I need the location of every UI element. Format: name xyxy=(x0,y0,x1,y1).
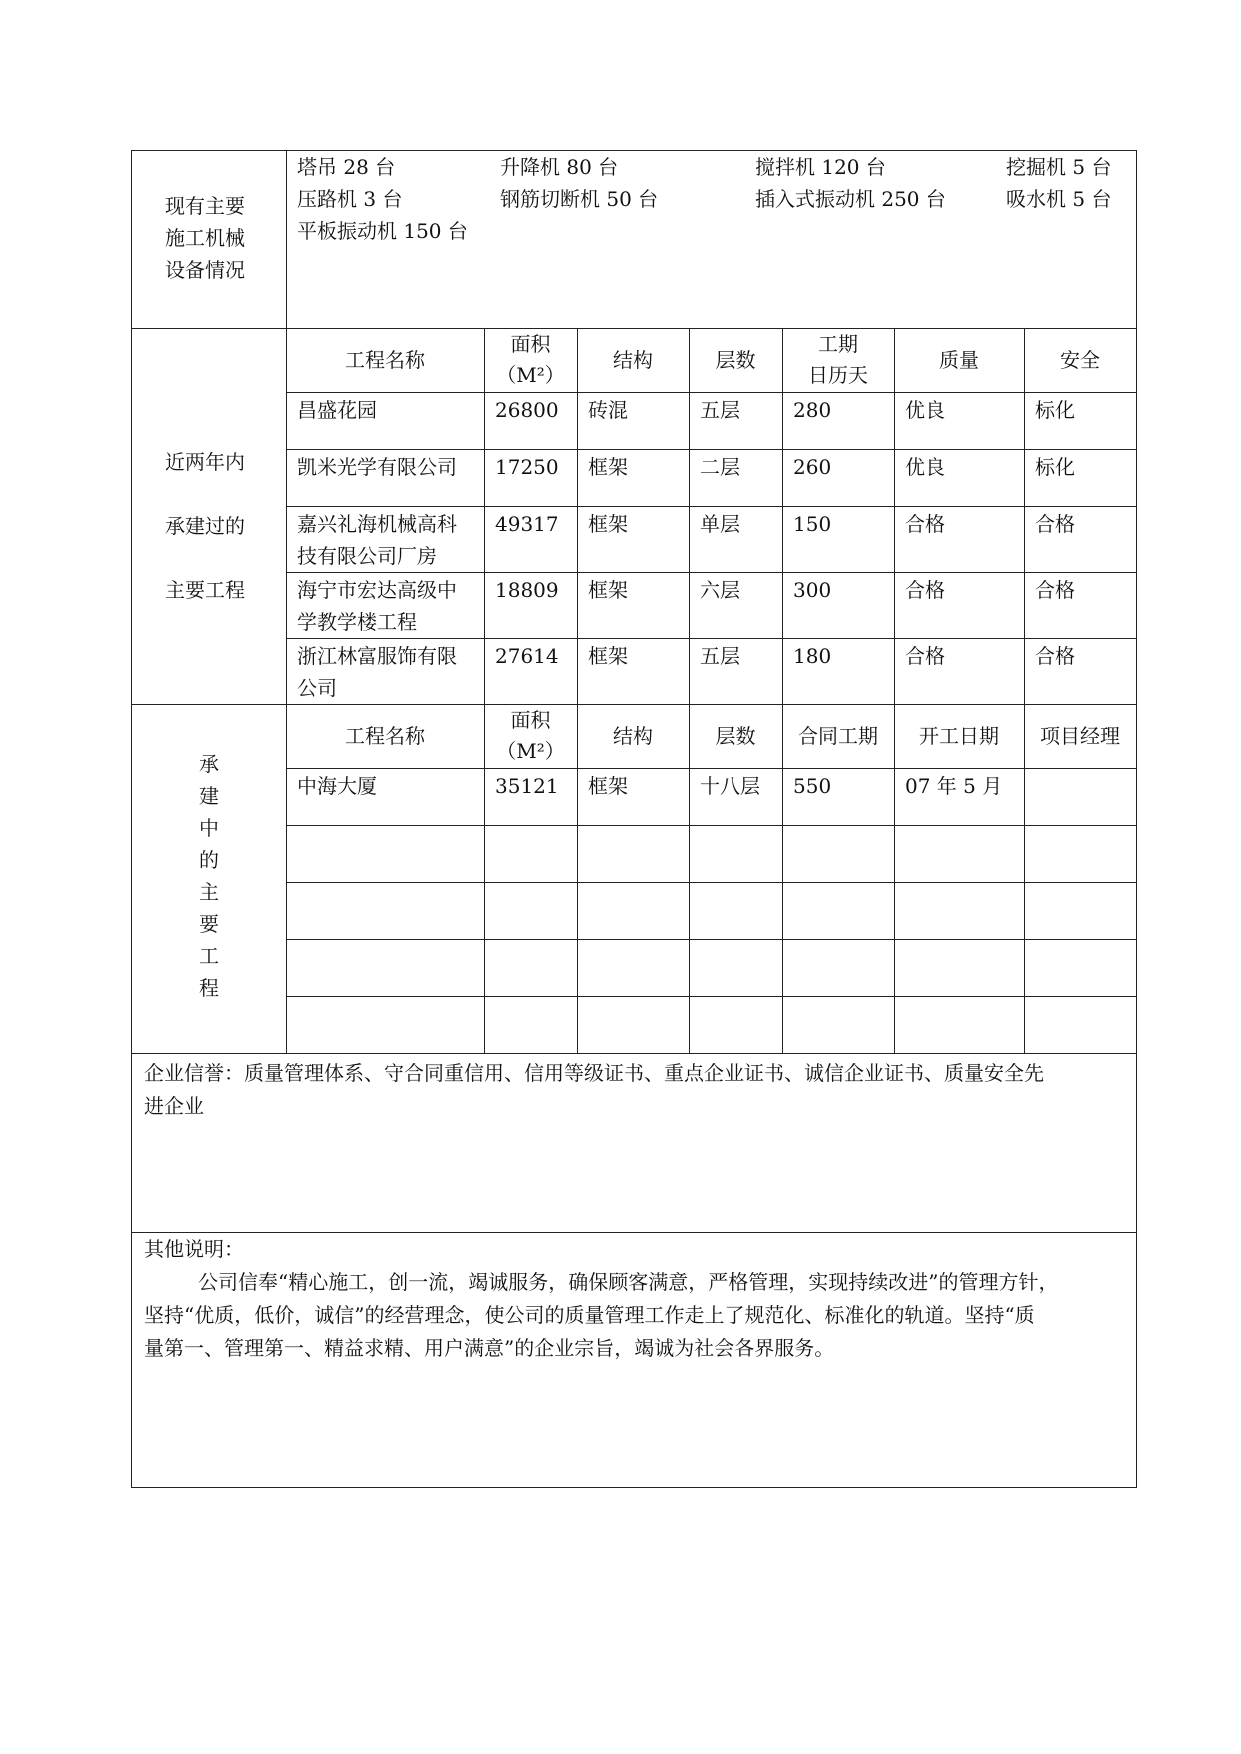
header-area: 面积 xyxy=(510,708,551,732)
divider xyxy=(286,996,1136,997)
cell-quality: 优良 xyxy=(905,398,945,422)
cell-project-name: 浙江林富服饰有限 xyxy=(297,644,457,668)
equipment-item: 钢筋切断机 50 台 xyxy=(500,187,659,211)
label-line: 施工机械 xyxy=(165,226,245,250)
header-duration-unit: 日历天 xyxy=(808,363,868,387)
document-table xyxy=(131,150,1137,1488)
divider xyxy=(894,328,895,1053)
cell-safety: 合格 xyxy=(1035,644,1075,668)
cell-structure: 框架 xyxy=(588,455,628,479)
label-char: 工 xyxy=(199,944,219,968)
label-char: 的 xyxy=(199,848,219,872)
header-project-name: 工程名称 xyxy=(345,348,425,372)
cell-start-date: 07 年 5 月 xyxy=(905,774,1003,798)
equipment-item: 升降机 80 台 xyxy=(500,155,619,179)
cell-area: 27614 xyxy=(495,644,559,668)
divider xyxy=(286,638,1136,639)
header-duration: 工期 xyxy=(818,332,858,356)
cell-days: 300 xyxy=(793,578,832,602)
divider xyxy=(286,151,287,1053)
cell-structure: 砖混 xyxy=(588,398,628,422)
header-project-name: 工程名称 xyxy=(345,724,425,748)
header-area: 面积 xyxy=(510,332,551,356)
divider xyxy=(132,704,1136,705)
cell-floors: 十八层 xyxy=(700,774,760,798)
cell-area: 26800 xyxy=(495,398,559,422)
cell-floors: 六层 xyxy=(700,578,740,602)
cell-project-name: 昌盛花园 xyxy=(297,398,377,422)
cell-project-name: 公司 xyxy=(297,676,337,700)
credit-text: 企业信誉：质量管理体系、守合同重信用、信用等级证书、重点企业证书、诚信企业证书、质量安全先 xyxy=(144,1061,1044,1085)
cell-structure: 框架 xyxy=(588,512,628,536)
divider xyxy=(1024,328,1025,1053)
cell-project-name: 中海大厦 xyxy=(297,774,377,798)
equipment-item: 平板振动机 150 台 xyxy=(297,219,468,243)
label-line: 近两年内 xyxy=(165,450,245,474)
cell-safety: 标化 xyxy=(1035,455,1075,479)
header-start-date: 开工日期 xyxy=(919,724,999,748)
cell-floors: 二层 xyxy=(700,455,740,479)
cell-days: 150 xyxy=(793,512,832,536)
label-char: 要 xyxy=(199,912,219,936)
ongoing-label xyxy=(194,748,224,1004)
header-area-unit: （M²） xyxy=(496,739,565,763)
header-contract-period: 合同工期 xyxy=(798,724,878,748)
cell-project-name: 凯米光学有限公司 xyxy=(297,455,457,479)
notes-text: 坚持“优质，低价，诚信”的经营理念，使公司的质量管理工作走上了规范化、标准化的轨道。坚持“质 xyxy=(144,1303,1035,1327)
cell-project-name: 学教学楼工程 xyxy=(297,610,417,634)
cell-structure: 框架 xyxy=(588,644,628,668)
notes-text: 量第一、管理第一、精益求精、用户满意”的企业宗旨，竭诚为社会各界服务。 xyxy=(144,1336,835,1360)
divider xyxy=(132,1232,1136,1233)
cell-days: 260 xyxy=(793,455,832,479)
cell-project-name: 嘉兴礼海机械高科 xyxy=(297,512,457,536)
equipment-label xyxy=(165,190,275,286)
cell-project-name: 海宁市宏达高级中 xyxy=(297,578,457,602)
cell-days: 280 xyxy=(793,398,832,422)
cell-quality: 合格 xyxy=(905,512,945,536)
divider xyxy=(132,328,1136,329)
cell-area: 17250 xyxy=(495,455,559,479)
cell-structure: 框架 xyxy=(588,774,628,798)
equipment-item: 挖掘机 5 台 xyxy=(1006,155,1112,179)
divider xyxy=(286,939,1136,940)
notes-title: 其他说明： xyxy=(144,1237,244,1261)
header-project-manager: 项目经理 xyxy=(1040,724,1120,748)
divider xyxy=(286,392,1136,393)
header-area-unit: （M²） xyxy=(496,363,565,387)
label-char: 程 xyxy=(199,976,219,1000)
cell-project-name: 技有限公司厂房 xyxy=(297,544,437,568)
equipment-item: 插入式振动机 250 台 xyxy=(755,187,946,211)
header-structure: 结构 xyxy=(613,724,653,748)
label-line: 承建过的 xyxy=(165,514,245,538)
header-safety: 安全 xyxy=(1060,348,1100,372)
label-line: 现有主要 xyxy=(165,194,245,218)
equipment-item: 塔吊 28 台 xyxy=(297,155,396,179)
cell-floors: 五层 xyxy=(700,398,740,422)
equipment-item: 搅拌机 120 台 xyxy=(755,155,886,179)
label-char: 主 xyxy=(199,880,219,904)
header-floors: 层数 xyxy=(715,724,756,748)
cell-area: 35121 xyxy=(495,774,559,798)
cell-days: 180 xyxy=(793,644,832,668)
label-char: 建 xyxy=(199,784,219,808)
cell-quality: 合格 xyxy=(905,578,945,602)
label-line: 设备情况 xyxy=(165,258,245,282)
divider xyxy=(484,328,485,1053)
label-char: 承 xyxy=(199,752,219,776)
completed-label xyxy=(165,430,275,622)
label-char: 中 xyxy=(199,816,219,840)
label-line: 主要工程 xyxy=(165,578,245,602)
cell-safety: 合格 xyxy=(1035,512,1075,536)
divider xyxy=(782,328,783,1053)
header-structure: 结构 xyxy=(613,348,653,372)
credit-text: 进企业 xyxy=(144,1094,204,1118)
notes-text: 公司信奉“精心施工，创一流，竭诚服务，确保顾客满意，严格管理，实现持续改进”的管理方针， xyxy=(198,1270,1059,1294)
divider xyxy=(689,328,690,1053)
divider xyxy=(286,572,1136,573)
divider xyxy=(132,1053,1136,1054)
equipment-item: 压路机 3 台 xyxy=(297,187,403,211)
cell-area: 49317 xyxy=(495,512,559,536)
header-quality: 质量 xyxy=(939,348,979,372)
divider xyxy=(286,506,1136,507)
cell-floors: 五层 xyxy=(700,644,740,668)
divider xyxy=(286,449,1136,450)
cell-floors: 单层 xyxy=(700,512,740,536)
cell-safety: 合格 xyxy=(1035,578,1075,602)
cell-safety: 标化 xyxy=(1035,398,1075,422)
cell-contract-period: 550 xyxy=(793,774,832,798)
cell-quality: 合格 xyxy=(905,644,945,668)
divider xyxy=(286,882,1136,883)
cell-structure: 框架 xyxy=(588,578,628,602)
divider xyxy=(286,825,1136,826)
header-floors: 层数 xyxy=(715,348,756,372)
divider xyxy=(286,768,1136,769)
divider xyxy=(577,328,578,1053)
cell-area: 18809 xyxy=(495,578,559,602)
cell-quality: 优良 xyxy=(905,455,945,479)
equipment-item: 吸水机 5 台 xyxy=(1006,187,1112,211)
